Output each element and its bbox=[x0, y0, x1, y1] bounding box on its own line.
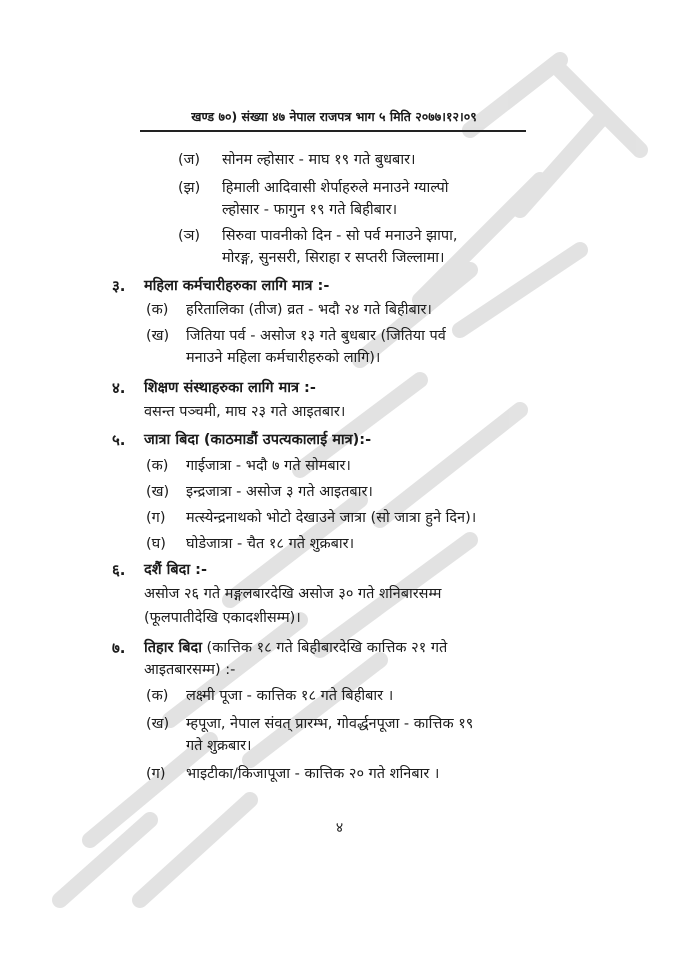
item-text: मनाउने महिला कर्मचारीहरुको लागि)। bbox=[186, 350, 381, 366]
section-body: (फूलपातीदेखि एकादशीसम्म)। bbox=[144, 610, 301, 626]
section-number: ६. bbox=[112, 561, 126, 579]
item-marker: (ञ) bbox=[178, 228, 201, 244]
section-number: ७. bbox=[112, 639, 126, 657]
section-heading-detail: (कात्तिक १८ गते बिहीबारदेखि कात्तिक २१ गते bbox=[201, 640, 448, 656]
item-text: गाईजात्रा - भदौ ७ गते सोमबार। bbox=[186, 458, 351, 474]
item-text: सोनम ल्होसार - माघ १९ गते बुधबार। bbox=[222, 152, 416, 168]
item-marker: (झ) bbox=[178, 180, 201, 196]
page-number: ४ bbox=[335, 820, 344, 836]
item-text: गते शुक्रबार। bbox=[186, 738, 252, 754]
section-heading: दशैं बिदा :- bbox=[144, 562, 207, 578]
item-text: हरितालिका (तीज) व्रत - भदौ २४ गते बिहीबार। bbox=[186, 302, 432, 318]
section-body: वसन्त पञ्चमी, माघ २३ गते आइतबार। bbox=[144, 404, 346, 420]
section-heading-line bbox=[144, 638, 447, 658]
item-text: मोरङ्ग, सुनसरी, सिराहा र सप्तरी जिल्लामा। bbox=[222, 250, 445, 266]
item-marker: (घ) bbox=[146, 536, 166, 552]
section-heading: महिला कर्मचारीहरुका लागि मात्र :- bbox=[144, 278, 330, 294]
item-marker: (ग) bbox=[146, 510, 166, 526]
section-number: ५. bbox=[112, 431, 126, 449]
section-number: ४. bbox=[112, 379, 126, 397]
item-text: भाइटीका/किजापूजा - कात्तिक २० गते शनिबार । bbox=[186, 766, 440, 782]
section-body: असोज २६ गते मङ्गलबारदेखि असोज ३० गते शनिबारसम्म bbox=[144, 586, 442, 602]
section-heading: शिक्षण संस्थाहरुका लागि मात्र :- bbox=[144, 380, 316, 396]
item-marker: (क) bbox=[146, 458, 169, 474]
item-marker: (ख) bbox=[146, 484, 170, 500]
item-text: लक्ष्मी पूजा - कात्तिक १८ गते बिहीबार । bbox=[186, 688, 394, 704]
item-marker: (ख) bbox=[146, 716, 170, 732]
item-text: ल्होसार - फागुन १९ गते बिहीबार। bbox=[222, 202, 398, 218]
section-heading-cont: आइतबारसम्म) :- bbox=[144, 662, 236, 678]
header-rule bbox=[140, 130, 526, 132]
page-header: खण्ड ७०) संख्या ४७ नेपाल राजपत्र भाग ५ मिति २०७७।१२।०९ bbox=[191, 109, 477, 124]
item-text: जितिया पर्व - असोज १३ गते बुधबार (जितिया पर्व bbox=[186, 328, 446, 344]
section-heading: तिहार बिदा bbox=[144, 640, 202, 656]
item-marker: (क) bbox=[146, 688, 169, 704]
section-heading: जात्रा बिदा (काठमाडौं उपत्यकालाई मात्र):- bbox=[144, 432, 372, 448]
item-text: मत्स्येन्द्रनाथको भोटो देखाउने जात्रा (सो जात्रा हुने दिन)। bbox=[186, 510, 477, 526]
item-text: म्हपूजा, नेपाल संवत् प्रारम्भ, गोवर्द्धनपूजा - कात्तिक १९ bbox=[186, 716, 474, 732]
item-marker: (ज) bbox=[178, 152, 201, 168]
item-marker: (ग) bbox=[146, 766, 166, 782]
item-text: घोडेजात्रा - चैत १८ गते शुक्रबार। bbox=[186, 536, 355, 552]
item-text: इन्द्रजात्रा - असोज ३ गते आइतबार। bbox=[186, 484, 373, 500]
item-text: हिमाली आदिवासी शेर्पाहरुले मनाउने ग्याल्पो bbox=[222, 180, 449, 196]
item-text: सिरुवा पावनीको दिन - सो पर्व मनाउने झापा, bbox=[222, 228, 458, 244]
item-marker: (ख) bbox=[146, 328, 170, 344]
section-number: ३. bbox=[112, 277, 126, 295]
item-marker: (क) bbox=[146, 302, 169, 318]
